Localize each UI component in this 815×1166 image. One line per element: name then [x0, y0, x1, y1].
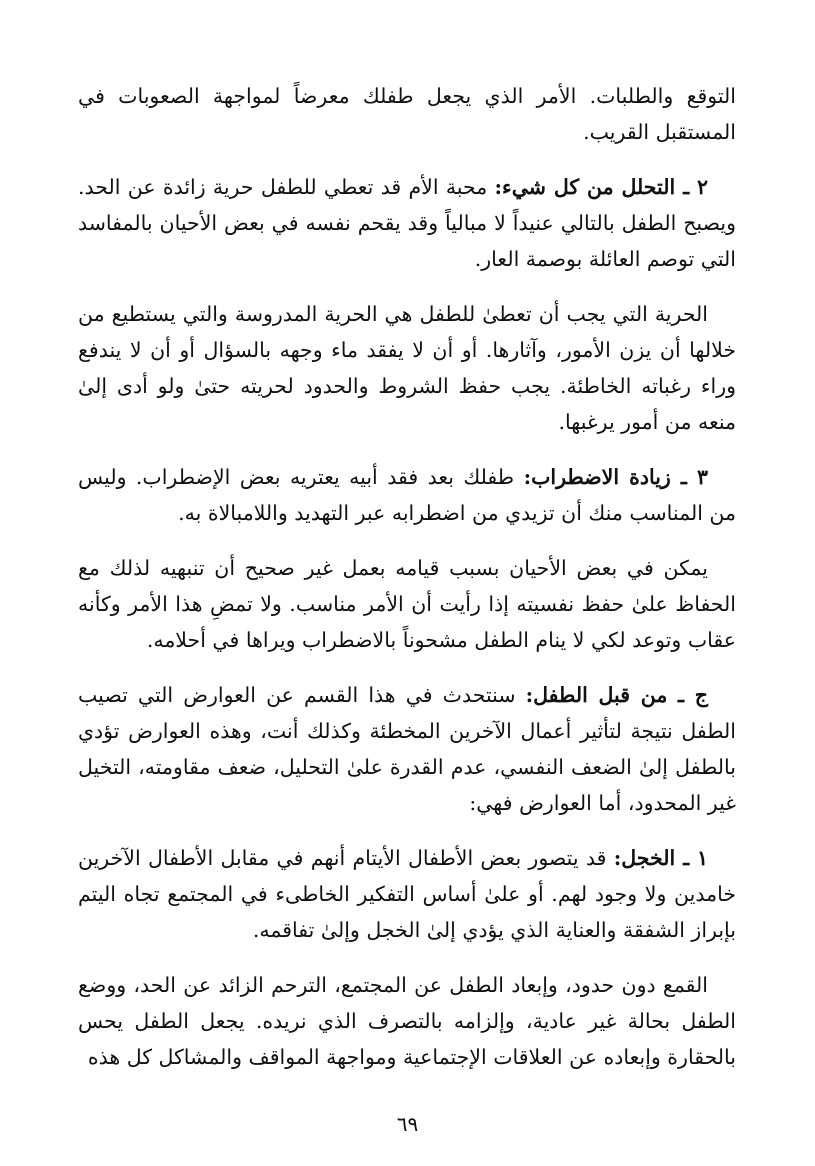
- paragraph-4: [78, 459, 736, 531]
- paragraph-4-text: طفلك بعد فقد أبيه يعتريه بعض الإضطراب. وليس من المناسب منك أن تزيدي من اضطرابه عبر التهديد واللامبالاة به.: [78, 465, 736, 525]
- paragraph-7-text: قد يتصور بعض الأطفال الأيتام أنهم في مقابل الأطفال الآخرين خامدين ولا وجود لهم. أو علىٰ أساس التفكير الخاطىء في المجتمع تجاه اليتم بإبراز الشفقة والعناية الذي يؤدي إلىٰ الخجل وإلىٰ تفاقمه.: [78, 846, 736, 942]
- section-heading-anxiety: ٣ ـ زيادة الاضطراب:: [523, 465, 708, 489]
- paragraph-5: [78, 550, 736, 658]
- paragraph-5-text: يمكن في بعض الأحيان بسبب قيامه بعمل غير صحيح أن تنبهيه لذلك مع الحفاظ علىٰ حفظ نفسيته إذا رأيت أن الأمر مناسب. ولا تمضِ هذا الأمر وكأنه عقاب وتوعد لكي لا ينام الطفل مشحوناً بالاضطراب ويراها في أحلامه.: [78, 556, 736, 652]
- paragraph-3-text: الحرية التي يجب أن تعطىٰ للطفل هي الحرية المدروسة والتي يستطيع من خلالها أن يزن الأمور، وآثارها. أو أن لا يفقد ماء وجهه بالسؤال أو أن لا يندفع وراء رغباته الخاطئة. يجب حفظ الشروط والحدود لحريته حتىٰ ولو أدى إلىٰ منعه من أمور يرغبها.: [78, 302, 736, 434]
- paragraph-6: [78, 677, 736, 821]
- paragraph-2: [78, 169, 736, 277]
- paragraph-3: [78, 296, 736, 440]
- section-heading-shyness: ١ ـ الخجل:: [613, 846, 708, 870]
- paragraph-6-text: سنتحدث في هذا القسم عن العوارض التي تصيب الطفل نتيجة لتأثير أعمال الآخرين المخطئة وكذلك أنت، وهذه العوارض تؤدي بالطفل إلىٰ الضعف النفسي، عدم القدرة علىٰ التحليل، ضعف مقاومته، التخيل غير المحدود، أما العوارض فهي:: [78, 683, 736, 815]
- page-number: ٦٩: [396, 1112, 419, 1136]
- paragraph-1-text: التوقع والطلبات. الأمر الذي يجعل طفلك معرضاً لمواجهة الصعوبات في المستقبل القريب.: [78, 84, 736, 144]
- paragraph-1: [78, 78, 736, 150]
- paragraph-7: [78, 840, 736, 948]
- paragraph-2-text: محبة الأم قد تعطي للطفل حرية زائدة عن الحد. ويصبح الطفل بالتالي عنيداً لا مبالياً وقد يقحم نفسه في بعض الأحيان بالمفاسد التي توصم العائلة بوصمة العار.: [78, 175, 736, 271]
- section-heading-from-child: ج ـ من قبل الطفل:: [525, 683, 708, 707]
- page-body: [78, 78, 736, 1094]
- paragraph-8: [78, 967, 736, 1075]
- paragraph-8-text: القمع دون حدود، وإبعاد الطفل عن المجتمع، الترحم الزائد عن الحد، ووضع الطفل بحالة غير عادية، وإلزامه بالتصرف الذي نريده. يجعل الطفل يحس بالحقارة وإبعاده عن العلاقات الإجتماعية ومواجهة المواقف والمشاكل كل هذه: [78, 973, 736, 1069]
- section-heading-dissolution: ٢ ـ التحلل من كل شيء:: [494, 175, 708, 199]
